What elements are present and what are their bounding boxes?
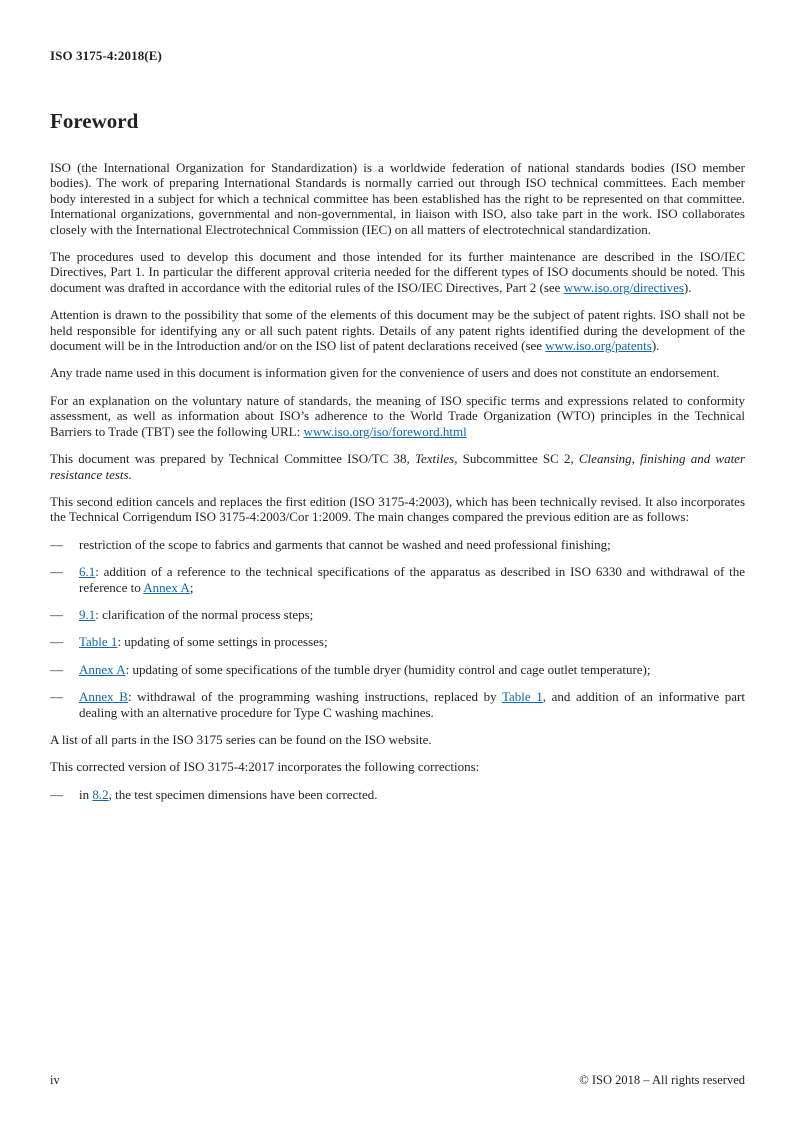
document-footer xyxy=(50,1073,745,1088)
text-run: ; xyxy=(189,579,194,595)
text-run: This second edition cancels and replaces the first edition (ISO 3175-4:2003), which has been technically revised. It also incorporates the Technical Corrigendum ISO 3175-4:2003/Cor 1:2009. The main changes compared the previous edition are as follows: xyxy=(50,493,745,525)
text-run: : updating of some specifications of the tumble dryer (humidity control and cage outlet temperature); xyxy=(125,661,651,677)
hyperlink[interactable]: Annex B xyxy=(79,689,128,705)
document-content xyxy=(50,160,745,802)
text-run: in xyxy=(79,786,93,802)
text-run: , the test specimen dimensions have been corrected. xyxy=(108,786,378,802)
hyperlink[interactable]: www.iso.org/directives xyxy=(563,279,684,295)
italic-text: Textiles xyxy=(414,451,455,467)
document-reference: ISO 3175-4:2018(E) xyxy=(50,48,162,63)
list-item-text xyxy=(79,564,745,595)
text-run: ). xyxy=(651,338,660,354)
text-run: : updating of some settings in processes; xyxy=(117,634,328,650)
paragraph xyxy=(50,249,745,295)
paragraph xyxy=(50,393,745,439)
list-item xyxy=(50,564,745,595)
list-dash: — xyxy=(50,634,63,650)
text-run: , Subcommittee SC 2, xyxy=(454,451,579,467)
list-dash: — xyxy=(50,689,63,705)
list-item-text xyxy=(79,662,745,677)
list-dash: — xyxy=(50,536,63,552)
list-item xyxy=(50,689,745,720)
text-run: ISO (the International Organization for Standardization) is a worldwide federation of national standards bodies (ISO member bodies). The work of preparing International Standards is normally carried out through ISO technical committees. Each member body interested in a subject for which a technical committee has been established has the right to be represented on that committee. International organizations, governmental and non-governmental, in liaison with ISO, also take part in the work. ISO collaborates closely with the International Electrotechnical Commission (IEC) on all matters of electrotechnical standardization. xyxy=(50,160,745,237)
hyperlink[interactable]: 6.1 xyxy=(79,564,96,580)
paragraph xyxy=(50,307,745,353)
text-run: ). xyxy=(683,279,692,295)
list-dash: — xyxy=(50,661,63,677)
text-run: This document was prepared by Technical Committee ISO/TC 38, xyxy=(50,451,415,467)
document-header xyxy=(50,47,745,65)
hyperlink[interactable]: Annex A xyxy=(79,661,126,677)
list-item-text xyxy=(79,634,745,649)
text-run: The procedures used to develop this document and those intended for its further maintenance are described in the ISO/IEC Directives, Part 1. In particular the different approval criteria needed for the different types of ISO documents should be noted. This document was drafted in accordance with the editorial rules of the ISO/IEC Directives, Part 2 (see xyxy=(50,249,745,295)
list-item xyxy=(50,662,745,677)
hyperlink[interactable]: Annex A xyxy=(143,579,190,595)
text-run: This corrected version of ISO 3175-4:2017 incorporates the following corrections: xyxy=(50,759,480,775)
text-run: restriction of the scope to fabrics and garments that cannot be washed and need professional finishing; xyxy=(79,536,611,552)
paragraph xyxy=(50,732,745,747)
hyperlink[interactable]: www.iso.org/iso/foreword.html xyxy=(303,423,467,439)
hyperlink[interactable]: www.iso.org/patents xyxy=(545,338,652,354)
paragraph xyxy=(50,494,745,525)
list-item-text xyxy=(79,787,745,802)
list-item-text xyxy=(79,607,745,622)
list-dash: — xyxy=(50,606,63,622)
list-dash: — xyxy=(50,786,63,802)
text-run: : addition of a reference to the technical specifications of the apparatus as described in ISO 6330 and withdrawal of the reference to xyxy=(79,564,745,595)
text-run: , and addition of an informative part dealing with an alternative procedure for Type C washing machines. xyxy=(79,689,745,720)
paragraph xyxy=(50,160,745,237)
page-title: Foreword xyxy=(50,109,139,133)
text-run: Attention is drawn to the possibility that some of the elements of this document may be the subject of patent rights. ISO shall not be held responsible for identifying any or all such patent rights. Details of any patent rights identified during the development of the document will be in the Introduction and/or on the ISO list of patent declarations received (see xyxy=(50,307,745,354)
text-run: Any trade name used in this document is information given for the convenience of users and does not constitute an endorsement. xyxy=(50,365,720,381)
list-item-text xyxy=(79,689,745,720)
text-run: : withdrawal of the programming washing instructions, replaced by xyxy=(127,689,502,705)
copyright-notice: © ISO 2018 – All rights reserved xyxy=(579,1073,745,1087)
hyperlink[interactable]: 8.2 xyxy=(92,786,109,802)
page-number: iv xyxy=(50,1073,60,1087)
list-item xyxy=(50,607,745,622)
text-run: A list of all parts in the ISO 3175 series can be found on the ISO website. xyxy=(50,731,432,747)
paragraph xyxy=(50,759,745,774)
list-item xyxy=(50,634,745,649)
paragraph xyxy=(50,451,745,482)
hyperlink[interactable]: Table 1 xyxy=(501,689,543,705)
paragraph xyxy=(50,365,745,380)
hyperlink[interactable]: Table 1 xyxy=(79,634,118,650)
list-dash: — xyxy=(50,564,63,580)
list-item xyxy=(50,787,745,802)
list-item-text xyxy=(79,537,745,552)
list-item xyxy=(50,537,745,552)
hyperlink[interactable]: 9.1 xyxy=(79,606,96,622)
text-run: : clarification of the normal process steps; xyxy=(95,606,314,622)
italic-text: Cleansing, finishing and water resistance tests. xyxy=(50,451,746,482)
text-run: For an explanation on the voluntary nature of standards, the meaning of ISO specific terms and expressions related to conformity assessment, as well as information about ISO’s adherence to the World Trade Organization (WTO) principles in the Technical Barriers to Trade (TBT) see the following URL: xyxy=(50,392,745,439)
